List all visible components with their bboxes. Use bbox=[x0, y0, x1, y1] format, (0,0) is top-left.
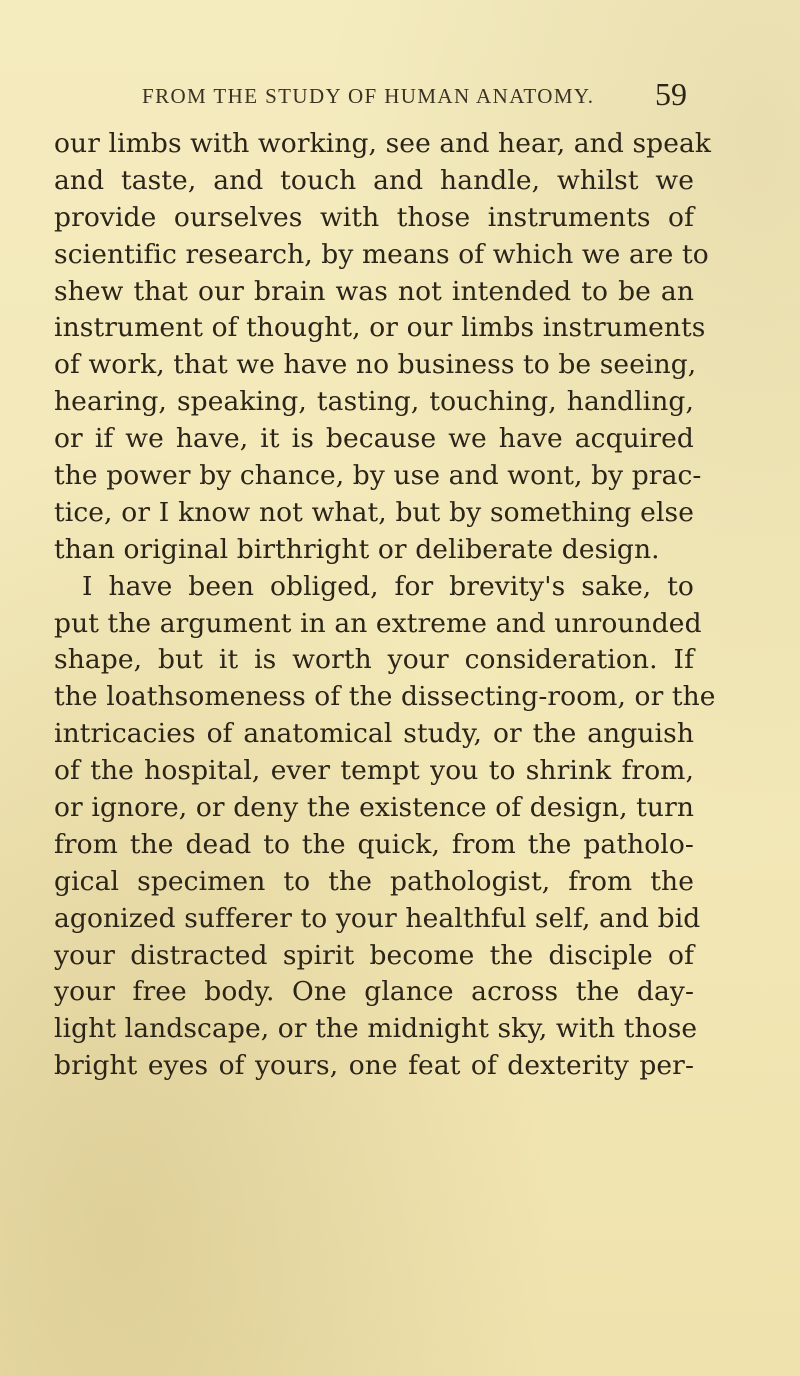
page-header bbox=[142, 76, 687, 118]
text-line-6: instrument of thought, or our limbs instruments bbox=[54, 312, 706, 344]
text-line-13: I have been obliged, for brevity's sake, to bbox=[82, 570, 694, 602]
text-line-15: shape, but it is worth your consideration. If bbox=[54, 644, 694, 676]
text-line-10: the power by chance, by use and wont, by prac- bbox=[54, 460, 702, 492]
text-line-19: or ignore, or deny the existence of design, turn bbox=[54, 792, 694, 824]
text-line-5: shew that our brain was not intended to be an bbox=[54, 275, 694, 307]
running-head: FROM THE STUDY OF HUMAN ANATOMY. bbox=[142, 84, 595, 108]
text-line-12: than original birthright or deliberate design. bbox=[54, 533, 660, 565]
text-line-14: put the argument in an extreme and unrounded bbox=[54, 607, 702, 639]
text-line-24: your free body. One glance across the day- bbox=[54, 976, 694, 1008]
text-line-2: and taste, and touch and handle, whilst we bbox=[54, 164, 694, 196]
text-line-4: scientific research, by means of which we are to bbox=[54, 238, 709, 270]
text-line-16: the loathsomeness of the dissecting-room, or the bbox=[54, 681, 716, 713]
text-line-22: agonized sufferer to your healthful self, and bid bbox=[54, 902, 701, 934]
text-line-18: of the hospital, ever tempt you to shrink from, bbox=[54, 755, 694, 787]
text-line-7: of work, that we have no business to be seeing, bbox=[54, 349, 697, 381]
text-line-9: or if we have, it is because we have acquired bbox=[54, 423, 694, 455]
text-line-3: provide ourselves with those instruments of bbox=[54, 201, 694, 233]
text-line-21: gical specimen to the pathologist, from the bbox=[54, 865, 694, 897]
text-line-23: your distracted spirit become the disciple of bbox=[54, 939, 694, 971]
text-line-25: light landscape, or the midnight sky, with those bbox=[54, 1013, 698, 1045]
text-line-20: from the dead to the quick, from the patholo- bbox=[54, 828, 694, 860]
text-line-11: tice, or I know not what, but by something else bbox=[54, 496, 694, 528]
text-line-17: intricacies of anatomical study, or the anguish bbox=[54, 718, 694, 750]
text-line-8: hearing, speaking, tasting, touching, handling, bbox=[54, 386, 694, 418]
page-number: 59 bbox=[655, 76, 687, 112]
body-text bbox=[54, 126, 716, 1085]
text-line-1: our limbs with working, see and hear, and speak bbox=[54, 128, 712, 159]
text-line-26: bright eyes of yours, one feat of dexterity per- bbox=[54, 1050, 694, 1082]
